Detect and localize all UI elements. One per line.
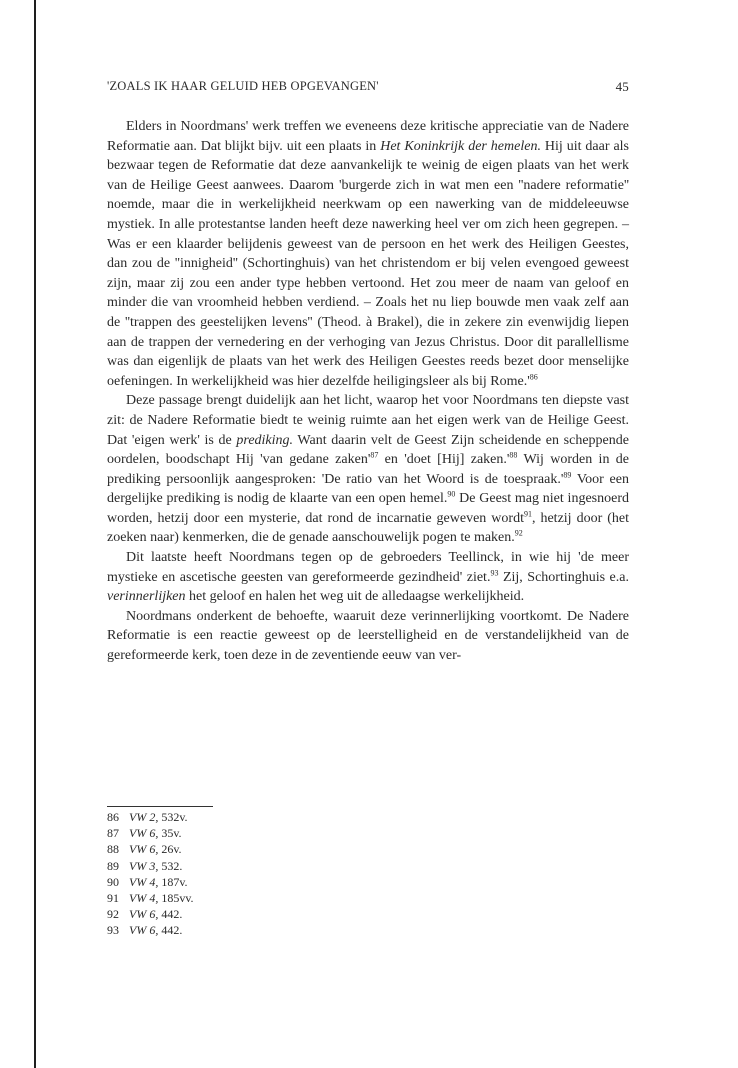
text-run: Wij worden in de prediking persoonlijk aangesproken: 'De ratio van het Woord is de toespraak.' — [107, 452, 629, 487]
footnote — [107, 890, 407, 906]
running-title: 'ZOALS IK HAAR GELUID HEB OPGEVANGEN' — [107, 79, 379, 93]
text-run: Voor een dergelijke prediking is nodig de klaarte van een open hemel. — [107, 471, 629, 507]
footnote-ref-92[interactable]: 92 — [514, 528, 523, 538]
footnote-ref: 442. — [158, 923, 183, 938]
footnote-number: 92 — [107, 907, 119, 922]
footnote-ref: 35v. — [158, 826, 182, 841]
text-run: en 'doet [Hij] zaken.' — [378, 452, 510, 468]
text-run: Hij uit daar als bezwaar tegen de Reformatie dat deze aanvankelijk te weinig de eigen plaats van het werk van de Heilige Geest aanwees. Daarom 'burgerde zich in wat men een ''nadere reformatie'' noemde, maar die in werkelijkheid neerkwam op een nawerking van de middeleeuwse mystiek. In alle protestantse landen heeft deze nawerking heel ver om zich heen gegrepen. – Was er een klaarder belijdenis geweest van de persoon en het werk des Heiligen Geestes, dan zou de ''innigheid'' (Schortinghuis) van het christendom er bij velen evengoed geweest zijn, maar zij zou een ander type hebben vertoond. Het zou meer de naam van geloof en minder die van vroomheid hebben verdiend. – Zoals het nu liep bouwde men vaak zelf aan de ''trappen des geestelijken levens'' (Theod. à Brakel), die in zekere zin evenwijdig liepen aan de trappen der vernedering en der verhoging van Jezus Christus. Door dit parallellisme was dan eigenlijk de plaats van het werk des Heiligen Geestes reeds bezet door menselijke oefeningen. In werkelijkheid was hier dezelfde heiligingsleer als bij Rome.' — [107, 138, 630, 389]
footnote — [107, 922, 407, 938]
footnote-number: 86 — [107, 810, 119, 824]
footnote — [107, 906, 407, 922]
text-run: Zij, Schortinghuis e.a. — [498, 569, 629, 585]
paragraph-1 — [107, 117, 629, 391]
text-run: Deze passage brengt duidelijk aan het licht, waarop het voor Noordmans ten diepste vast zit: de Nadere Reformatie biedt te weinig ruimte aan het eigen werk van de Heilige Geest. Dat 'eigen werk' is de — [107, 393, 629, 448]
footnote-source: VW 4, — [129, 891, 159, 906]
footnote-ref-88[interactable]: 88 — [509, 450, 518, 460]
footnote-source: VW 6, — [129, 842, 159, 857]
footnote-ref: 532. — [158, 858, 183, 873]
footnote-ref: 532v. — [158, 810, 188, 824]
footnote-ref: 187v. — [158, 874, 188, 889]
footnote-number: 91 — [107, 891, 119, 906]
paragraph-3 — [107, 548, 629, 607]
italic-title: Het Koninkrijk der hemelen. — [380, 138, 541, 154]
text-run: De Geest mag niet ingesnoerd worden, hetzij door een mysterie, dat rond de incarnatie geweven wordt — [107, 491, 629, 526]
footnote — [107, 825, 407, 841]
footnote-ref-89[interactable]: 89 — [563, 470, 572, 480]
footnote-ref-93[interactable]: 93 — [490, 568, 499, 577]
page-number: 45 — [615, 79, 629, 94]
footnote — [107, 809, 407, 825]
page-binding-line — [34, 0, 36, 1068]
footnote-number: 88 — [107, 842, 119, 857]
text-run: Elders in Noordmans' werk treffen we eveneens deze kritische appreciatie van de Nadere Reformatie aan. Dat blijkt bijv. uit een plaats in — [107, 119, 629, 154]
footnote-number: 90 — [107, 874, 119, 889]
footnote-source: VW 2, — [129, 810, 159, 824]
running-header — [107, 79, 629, 97]
text-run: Dit laatste heeft Noordmans tegen op de gebroeders Teellinck, in wie hij 'de meer mystieke en ascetische geesten van gereformeerde gezindheid' ziet. — [107, 550, 629, 585]
footnote-ref-87[interactable]: 87 — [370, 450, 379, 460]
footnote — [107, 858, 407, 874]
italic-term: prediking. — [236, 432, 294, 448]
text-run: het geloof en halen het weg uit de alledaagse werkelijkheid. — [185, 589, 525, 605]
footnote-source: VW 6, — [129, 923, 159, 938]
italic-term: verinnerlijken — [107, 589, 186, 605]
footnote-ref-91[interactable]: 91 — [523, 509, 532, 519]
text-run: Want daarin velt de Geest Zijn scheidende en scheppende oordelen, boodschapt Hij 'van gedane zaken' — [107, 432, 629, 468]
paragraph-4 — [107, 607, 629, 666]
footnote-source: VW 6, — [129, 907, 159, 922]
footnote — [107, 841, 407, 857]
footnotes — [107, 809, 407, 939]
footnote-ref: 26v. — [158, 842, 182, 857]
text-run: Noordmans onderkent de behoefte, waaruit deze verinnerlijking voortkomt. De Nadere Reformatie is een reactie geweest op de leerstelligheid en de verstandelijkheid van de gereformeerde kerk, toen deze in de zeventiende eeuw van ver- — [107, 608, 629, 664]
text-run: , hetzij door (het zoeken naar) kenmerken, die de genade aanschouwelijk pogen te maken. — [107, 510, 629, 546]
footnote-ref-90[interactable]: 90 — [447, 489, 456, 499]
paragraph-2 — [107, 391, 629, 548]
footnote-ref: 442. — [158, 907, 183, 922]
footnote-source: VW 6, — [129, 826, 159, 841]
footnote-source: VW 4, — [129, 874, 159, 889]
footnote-number: 87 — [107, 826, 119, 841]
footnote-separator — [107, 806, 213, 807]
footnote-ref: 185vv. — [158, 891, 194, 906]
footnote-ref-86[interactable]: 86 — [529, 372, 538, 382]
body-text — [107, 117, 629, 666]
footnote-number: 93 — [107, 923, 119, 938]
footnote-number: 89 — [107, 858, 119, 873]
footnote — [107, 874, 407, 890]
footnote-source: VW 3, — [129, 858, 159, 873]
